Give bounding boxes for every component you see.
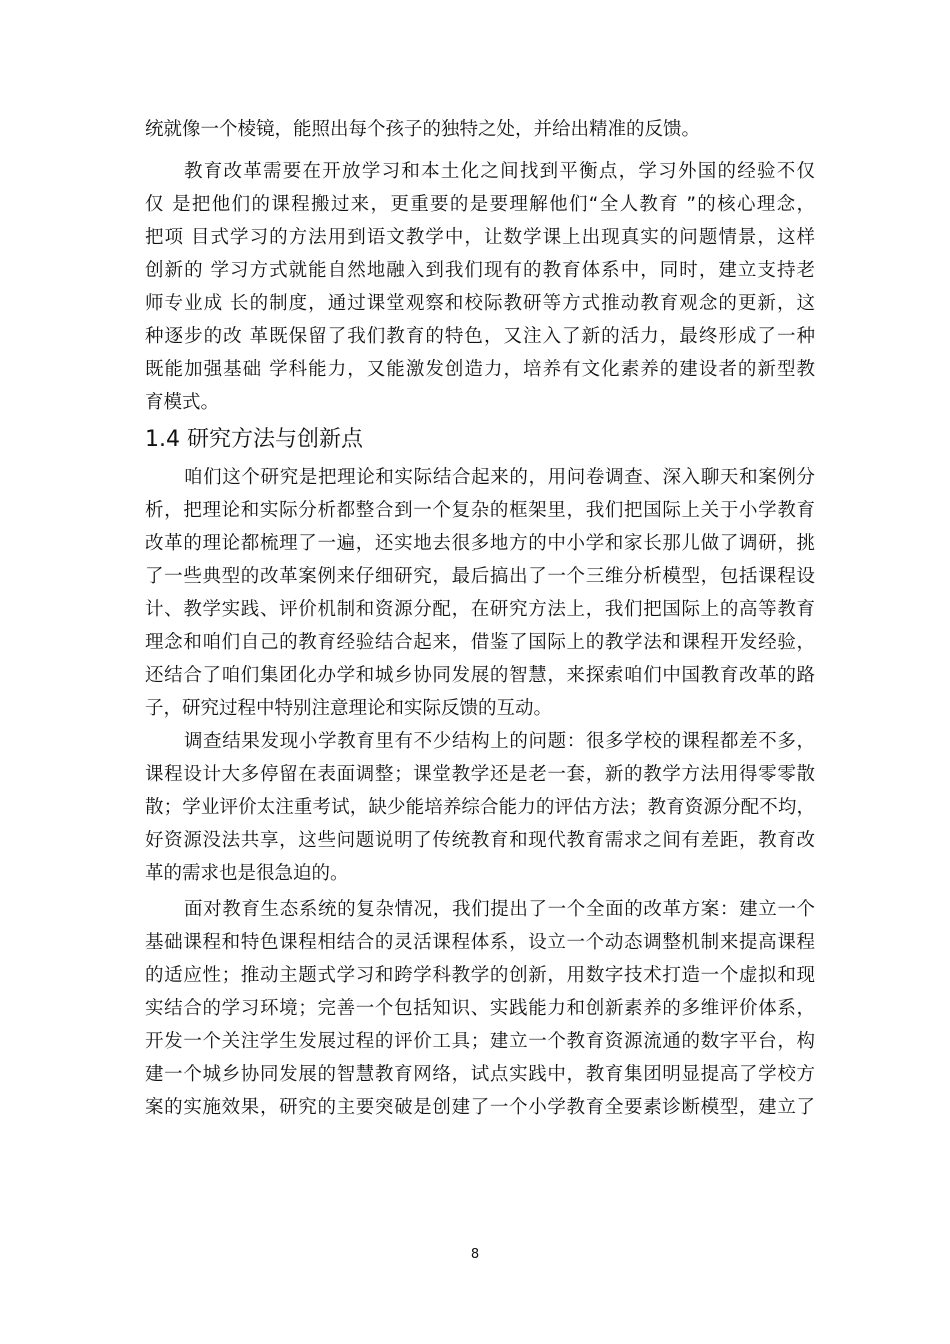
text-line: 基础课程和特色课程相结合的灵活课程体系，设立一个动态调整机制来提高课程 <box>145 932 815 953</box>
text-line: 计、教学实践、评价机制和资源分配，在研究方法上，我们把国际上的高等教育 <box>145 599 815 620</box>
text-line: 师专业成 长的制度，通过课堂观察和校际教研等方式推动教育观念的更新，这 <box>145 293 815 314</box>
text-line: 还结合了咱们集团化办学和城乡协同发展的智慧，来探索咱们中国教育改革的路 <box>145 665 815 686</box>
text-line: 案的实施效果，研究的主要突破是创建了一个小学教育全要素诊断模型，建立了 <box>145 1097 815 1118</box>
text-line: 开发一个关注学生发展过程的评价工具；建立一个教育资源流通的数字平台，构 <box>145 1031 815 1052</box>
text-line: 既能加强基础 学科能力，又能激发创造力，培养有文化素养的建设者的新型教 <box>145 359 815 380</box>
text-line: 实结合的学习环境；完善一个包括知识、实践能力和创新素养的多维评价体系， <box>145 998 815 1019</box>
text-line: 课程设计大多停留在表面调整；课堂教学还是老一套，新的教学方法用得零零散 <box>145 764 815 785</box>
text-line: 好资源没法共享，这些问题说明了传统教育和现代教育需求之间有差距，教育改 <box>145 830 815 851</box>
text-line: 咱们这个研究是把理论和实际结合起来的，用问卷调查、深入聊天和案例分 <box>184 467 815 488</box>
text-line: 创新的 学习方式就能自然地融入到我们现有的教育体系中，同时，建立支持老 <box>145 260 815 281</box>
text-line: 种逐步的改 革既保留了我们教育的特色，又注入了新的活力，最终形成了一种 <box>145 326 815 347</box>
text-line: 子，研究过程中特别注意理论和实际反馈的互动。 <box>145 698 553 719</box>
text-line: 析，把理论和实际分析都整合到一个复杂的框架里，我们把国际上关于小学教育 <box>145 500 815 521</box>
text-line: 把项 目式学习的方法用到语文教学中，让数学课上出现真实的问题情景，这样 <box>145 227 815 248</box>
text-line: 理念和咱们自己的教育经验结合起来，借鉴了国际上的教学法和课程开发经验， <box>145 632 815 653</box>
text-line: 仅 是把他们的课程搬过来，更重要的是要理解他们“全人教育 ”的核心理念， <box>145 194 815 215</box>
text-line: 建一个城乡协同发展的智慧教育网络，试点实践中，教育集团明显提高了学校方 <box>145 1064 815 1085</box>
page-number: 8 <box>470 1247 480 1262</box>
text-line: 了一些典型的改革案例来仔细研究，最后搞出了一个三维分析模型，包括课程设 <box>145 566 815 587</box>
section-heading: 1.4 研究方法与创新点 <box>145 427 363 452</box>
text-line: 的适应性；推动主题式学习和跨学科教学的创新，用数字技术打造一个虚拟和现 <box>145 965 815 986</box>
text-line: 革的需求也是很急迫的。 <box>145 863 349 884</box>
text-line: 改革的理论都梳理了一遍，还实地去很多地方的中小学和家长那儿做了调研，挑 <box>145 533 815 554</box>
text-line: 调查结果发现小学教育里有不少结构上的问题：很多学校的课程都差不多， <box>184 731 815 752</box>
text-line: 散；学业评价太注重考试，缺少能培养综合能力的评估方法；教育资源分配不均， <box>145 797 815 818</box>
text-line: 统就像一个棱镜，能照出每个孩子的独特之处，并给出精准的反馈。 <box>145 119 701 140</box>
text-line: 面对教育生态系统的复杂情况，我们提出了一个全面的改革方案：建立一个 <box>184 899 815 920</box>
text-line: 育模式。 <box>145 392 220 413</box>
text-line: 教育改革需要在开放学习和本土化之间找到平衡点，学习外国的经验不仅 <box>184 161 815 182</box>
